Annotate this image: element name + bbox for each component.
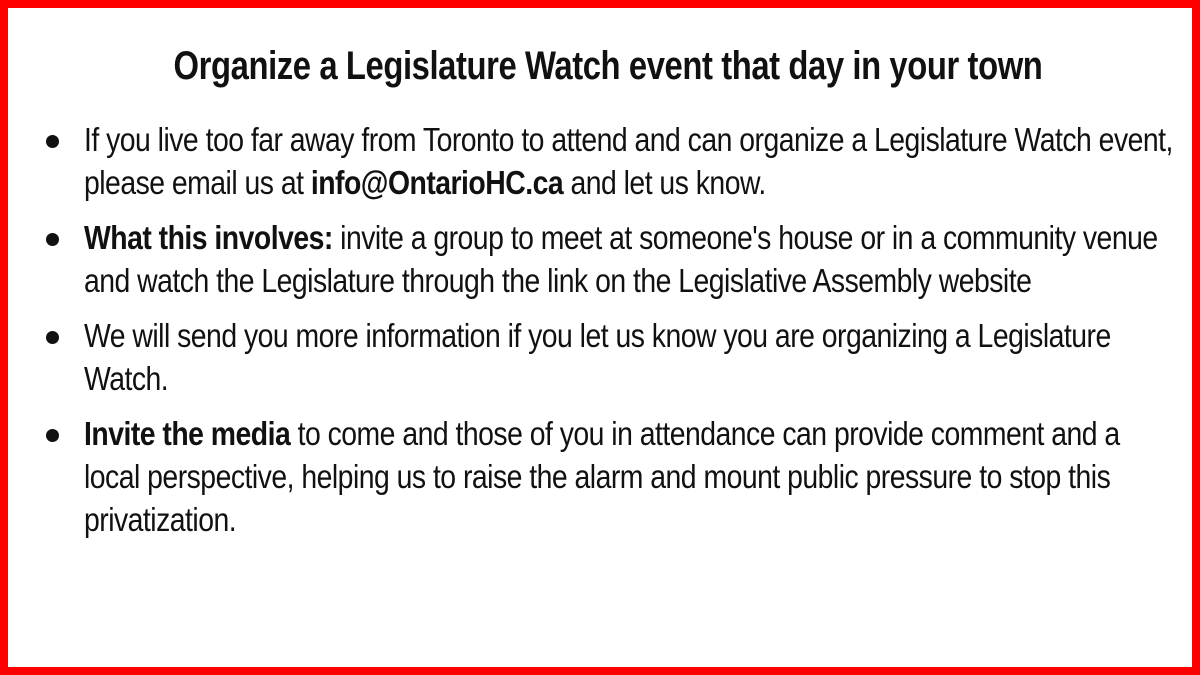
item-text: If you live too far away from Toronto to attend and can organize a Legislature Watch event, please email us at [84, 121, 1173, 201]
bullet-icon [46, 135, 59, 148]
item-text: We will send you more information if you let us know you are organizing a Legislature Watch. [84, 317, 1111, 397]
bullet-icon [46, 233, 59, 246]
list-item [46, 118, 1176, 204]
item-text: to come and those of you in attendance can provide comment and a local perspective, helping us to raise the alarm and mount public pressure to stop this privatization. [84, 415, 1120, 538]
item-text: invite a group to meet at someone's house or in a community venue and watch the Legislature through the link on the Legislative Assembly website [84, 219, 1158, 299]
bullet-list [46, 118, 1176, 553]
bullet-icon [46, 429, 59, 442]
item-lead: Invite the media [84, 415, 291, 452]
list-item-text [84, 314, 1176, 400]
email-link[interactable]: info@OntarioHC.ca [310, 164, 564, 201]
list-item-text [84, 216, 1176, 302]
list-item [46, 412, 1176, 541]
page-title: Organize a Legislature Watch event that day in your town [173, 44, 1043, 88]
list-item-text [84, 412, 1176, 541]
list-item [46, 314, 1176, 400]
item-lead: What this involves: [84, 219, 333, 256]
bullet-icon [46, 331, 59, 344]
list-item [46, 216, 1176, 302]
list-item-text [84, 118, 1176, 204]
item-text-end: and let us know. [563, 164, 766, 201]
